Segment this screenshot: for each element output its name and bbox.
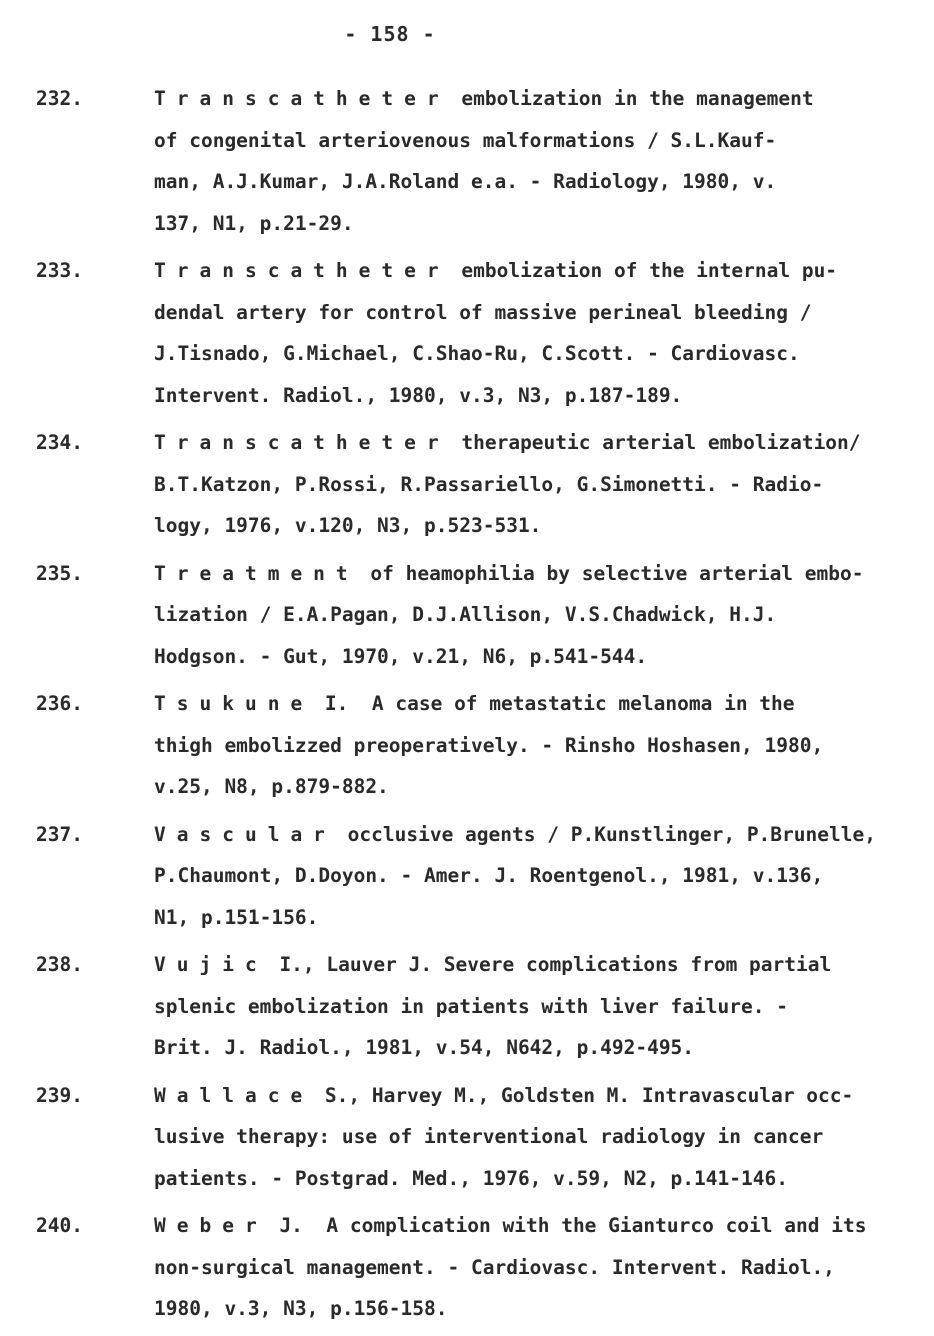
bibliography-entry: [36, 422, 916, 547]
entry-text-line: Hodgson. - Gut, 1970, v.21, N6, p.541-544.: [154, 644, 648, 668]
entry-text-line: 1980, v.3, N3, p.156-158.: [154, 1297, 448, 1320]
bibliography-entry: [36, 944, 916, 1069]
entry-number: 236.: [36, 692, 83, 715]
entry-text-line: lusive therapy: use of interventional radiology in cancer: [154, 1125, 824, 1148]
bibliography-entry: [36, 250, 916, 416]
entry-number: 233.: [36, 259, 83, 282]
entry-first-line: [154, 78, 916, 120]
page-number: - 158 -: [344, 22, 436, 46]
entry-first-line: [154, 944, 916, 986]
bibliography-entry: [36, 1075, 916, 1200]
entry-text: embolization in the management: [449, 87, 814, 110]
entry-text-line: of congenital arteriovenous malformations / S.L.Kauf-: [154, 128, 777, 152]
entry-lead-word: Transcatheter: [154, 259, 450, 282]
entry-text-line: logy, 1976, v.120, N3, p.523-531.: [154, 514, 542, 537]
entry-text-line: splenic embolization in patients with liver failure. -: [154, 994, 788, 1018]
bibliography-entry: [36, 814, 916, 939]
entry-text-line: N1, p.151-156.: [154, 905, 319, 929]
entry-first-line: [154, 814, 916, 856]
entry-first-line: [154, 422, 916, 464]
entry-text-line: patients. - Postgrad. Med., 1976, v.59, N2, p.141-146.: [154, 1166, 788, 1190]
entry-first-line: [154, 683, 916, 725]
entry-lead-word: Weber: [154, 1214, 268, 1237]
entry-text-line: lization / E.A.Pagan, D.J.Allison, V.S.Chadwick, H.J.: [154, 603, 777, 626]
entry-lead-word: Treatment: [154, 561, 359, 585]
entry-text: of heamophilia by selective arterial embo-: [358, 561, 864, 585]
entry-text: therapeutic arterial embolization/: [449, 431, 861, 454]
entry-text-line: dendal artery for control of massive perineal bleeding /: [154, 300, 812, 324]
entry-text-line: man, A.J.Kumar, J.A.Roland e.a. - Radiology, 1980, v.: [154, 170, 777, 193]
entry-lead-word: Transcatheter: [154, 87, 450, 110]
bibliography-entry: [36, 1205, 916, 1330]
entry-text-line: J.Tisnado, G.Michael, C.Shao-Ru, C.Scott. - Cardiovasc.: [154, 342, 800, 365]
entry-number: 235.: [36, 561, 83, 585]
entry-text: S., Harvey M., Goldsten M. Intravascular occ-: [313, 1083, 854, 1107]
entry-text-line: thigh embolizzed preoperatively. - Rinsho Hoshasen, 1980,: [154, 733, 824, 757]
entry-text-line: Intervent. Radiol., 1980, v.3, N3, p.187-189.: [154, 383, 683, 407]
bibliography-entry: [36, 553, 916, 678]
entry-text-line: P.Chaumont, D.Doyon. - Amer. J. Roentgenol., 1981, v.136,: [154, 864, 824, 887]
entry-text: J. A complication with the Gianturco coil and its: [267, 1214, 867, 1237]
entry-first-line: [154, 553, 916, 595]
entry-text-line: 137, N1, p.21-29.: [154, 211, 354, 235]
entry-first-line: [154, 250, 916, 292]
entry-text-line: B.T.Katzon, P.Rossi, R.Passariello, G.Simonetti. - Radio-: [154, 472, 824, 496]
entry-number: 237.: [36, 822, 83, 846]
entry-number: 232.: [36, 87, 83, 110]
bibliography-list: [36, 78, 916, 1336]
entry-lead-word: Tsukune: [154, 692, 314, 715]
entry-number: 238.: [36, 953, 83, 976]
entry-first-line: [154, 1205, 916, 1247]
bibliography-entry: [36, 683, 916, 808]
entry-text-line: non-surgical management. - Cardiovasc. Intervent. Radiol.,: [154, 1255, 835, 1279]
entry-number: 240.: [36, 1214, 83, 1237]
entry-first-line: [154, 1075, 916, 1117]
entry-number: 239.: [36, 1083, 83, 1107]
bibliography-entry: [36, 78, 916, 244]
entry-lead-word: Vascular: [154, 822, 336, 846]
entry-text: occlusive agents / P.Kunstlinger, P.Brunelle,: [335, 822, 876, 846]
entry-text: I., Lauver J. Severe complications from partial: [267, 953, 832, 976]
entry-text-line: v.25, N8, p.879-882.: [154, 775, 389, 798]
entry-text: I. A case of metastatic melanoma in the: [313, 692, 795, 715]
entry-text-line: Brit. J. Radiol., 1981, v.54, N642, p.492-495.: [154, 1036, 695, 1059]
entry-number: 234.: [36, 431, 83, 454]
entry-lead-word: Transcatheter: [154, 431, 450, 454]
entry-lead-word: Wallace: [154, 1083, 314, 1107]
entry-text: embolization of the internal pu-: [449, 259, 838, 282]
entry-lead-word: Vujic: [154, 953, 268, 976]
